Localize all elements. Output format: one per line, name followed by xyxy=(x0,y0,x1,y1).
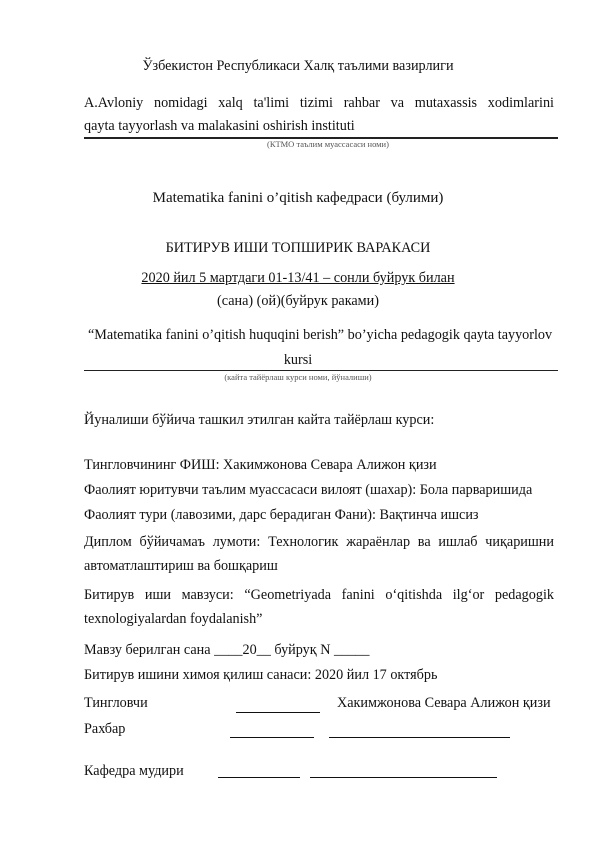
sign-listener-line xyxy=(236,712,320,713)
sign-supervisor-label: Рахбар xyxy=(84,721,126,737)
topic-line-2: texnologiyalardan foydalanish” xyxy=(84,611,263,627)
sign-listener-name: Хакимжонова Севара Алижон қизи xyxy=(337,695,551,711)
ministry-title: Ўзбекистон Республикаси Халқ таълими вазирлиги xyxy=(142,58,454,74)
listener-line: Тингловчининг ФИШ: Хакимжонова Севара Алижон қизи xyxy=(84,457,437,473)
document-title: БИТИРУВ ИШИ ТОПШИРИК ВАРАКАСИ xyxy=(165,240,431,256)
sign-head-name-line xyxy=(310,777,497,778)
institute-line-1: A.Avloniy nomidagi xalq ta'limi tizimi rahbar va mutaxassis xodimlarini xyxy=(84,95,554,111)
position-line: Фаолият тури (лавозими, дарс берадиган Фани): Вақтинча ишсиз xyxy=(84,507,479,523)
sign-head-line xyxy=(218,777,300,778)
department-suffix: кафедраси (булими) xyxy=(316,190,444,206)
institute-line-2: qayta tayyorlash va malakasini oshirish instituti xyxy=(84,118,355,134)
employer-line: Фаолият юритувчи таълим муассасаси вилоят (шахар): Бола парваришида xyxy=(84,482,533,498)
institute-caption: (КТМО таълим муассасаси номи) xyxy=(267,139,389,149)
defense-line: Битирув ишини химоя қилиш санаси: 2020 йил 17 октябрь xyxy=(84,667,438,683)
topic-line-1: Битирув иши мавзуси: “Geometriyada fanini o‘qitishda ilg‘or pedagogik xyxy=(84,587,554,603)
course-line-1: “Matematika fanini o’qitish huquqini berish” bo’yicha pedagogik qayta tayyorlov xyxy=(88,327,553,343)
course-caption: (кайта тайёрлаш курси номи, йўналиши) xyxy=(224,372,372,382)
sign-supervisor-line xyxy=(230,737,314,738)
order-text: 2020 йил 5 мартдаги 01-13/41 – сонли буйрук билан xyxy=(141,270,455,286)
diploma-line-1: Диплом бўйичамаъ лумоти: Технологик жараёнлар ва ишлаб чиқаришни xyxy=(84,534,554,550)
order-caption: (сана) (ой)(буйрук раками) xyxy=(217,293,379,309)
department-heading xyxy=(0,190,596,207)
issued-line: Мавзу берилган сана ____20__ буйруқ N _____ xyxy=(84,642,370,658)
department-name: Matematika fanini o’qitish xyxy=(152,190,313,206)
sign-supervisor-name-line xyxy=(329,737,510,738)
sign-head-label: Кафедра мудири xyxy=(84,763,184,779)
course-line-2: kursi xyxy=(283,352,313,368)
course-rule xyxy=(84,370,558,371)
direction-line: Йуналиши бўйича ташкил этилган кайта тайёрлаш курси: xyxy=(84,412,435,428)
order-line xyxy=(0,270,596,287)
diploma-line-2: автоматлаштириш ва бошқариш xyxy=(84,558,278,574)
sign-listener-label: Тингловчи xyxy=(84,695,148,711)
